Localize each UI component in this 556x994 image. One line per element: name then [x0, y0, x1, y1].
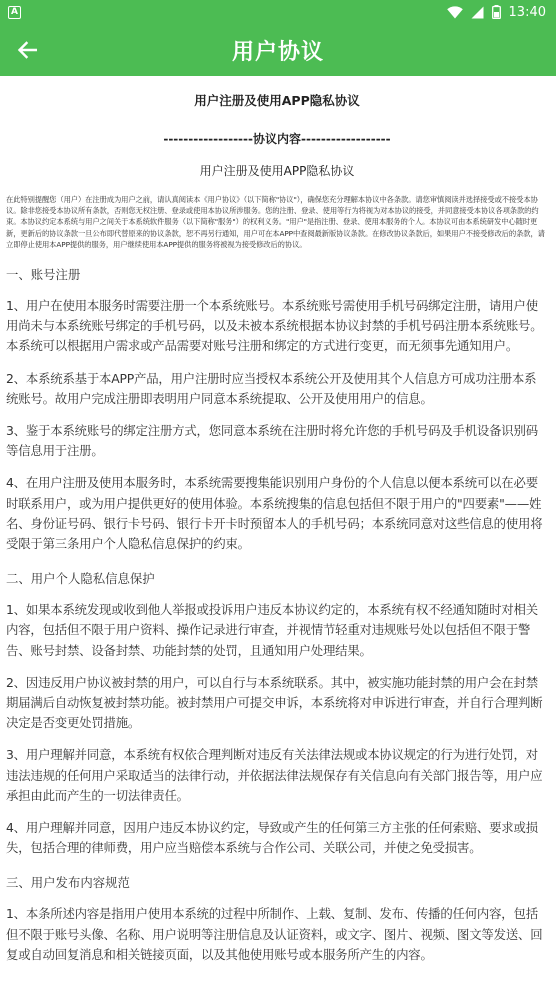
paragraph: 1、用户在使用本服务时需要注册一个本系统账号。本系统账号需使用手机号码绑定注册，请用户使用尚未与本系统账号绑定的手机号码，以及未被本系统根据本协议封禁的手机号码注册本系统账号。本系统可以根据用户需求或产品需要对账号注册和绑定的方式进行变更，而无须事先通知用户。 [6, 298, 543, 354]
section-heading: 三、用户发布内容规范 [6, 875, 130, 891]
document-subtitle: 用户注册及使用APP隐私协议 [199, 164, 355, 178]
paragraph: 3、鉴于本系统账号的绑定注册方式，您同意本系统在注册时将允许您的手机号码及手机设备识别码等信息用于注册。 [6, 423, 538, 459]
paragraph: 3、用户理解并同意，本系统有权依合理判断对违反有关法律法规或本协议规定的行为进行处罚，对违法违规的任何用户采取适当的法律行动，并依据法律法规保存有关信息向有关部门报告等，用户应承担由此而产生的一切法律责任。 [6, 747, 543, 803]
document-title: 用户注册及使用APP隐私协议 [194, 93, 360, 108]
section-heading: 二、用户个人隐私信息保护 [6, 571, 155, 587]
status-time: 13:40 [508, 4, 546, 20]
section-heading: 一、账号注册 [6, 267, 81, 283]
app-bar [0, 24, 556, 76]
wifi-icon [447, 6, 463, 19]
status-right [447, 5, 546, 20]
paragraph: 1、本条所述内容是指用户使用本系统的过程中所制作、上载、复制、发布、传播的任何内容，包括但不限于账号头像、名称、用户说明等注册信息及认证资料，或文字、图片、视频、图文等发送、回复或自动回复消息和相关链接页面，以及其他使用账号或本服务所产生的内容。 [6, 906, 543, 962]
back-button[interactable] [14, 37, 40, 63]
agreement-content[interactable] [0, 76, 556, 994]
section-title: ------------------协议内容------------------ [163, 132, 391, 146]
page-title: 用户协议 [231, 39, 324, 65]
paragraph: 1、如果本系统发现或收到他人举报或投诉用户违反本协议约定的，本系统有权不经通知随时对相关内容，包括但不限于用户资料、操作记录进行审查，并视情节轻重对违规账号处以包括但不限于警告、账号封禁、设备封禁、功能封禁的处罚，且通知用户处理结果。 [6, 602, 538, 658]
signal-icon [471, 6, 484, 19]
notification-badge-icon: A [8, 6, 21, 19]
paragraph: 4、用户理解并同意，因用户违反本协议约定，导致或产生的任何第三方主张的任何索赔、要求或损失，包括合理的律师费，用户应当赔偿本系统与合作公司、关联公司，并使之免受损害。 [6, 820, 538, 856]
status-bar [0, 0, 556, 24]
status-left [8, 6, 21, 19]
paragraph: 2、因违反用户协议被封禁的用户，可以自行与本系统联系。其中，被实施功能封禁的用户会在封禁期届满后自动恢复被封禁功能。被封禁用户可提交申诉，本系统将对申诉进行审查，并自行合理判断决定是否变更处罚措施。 [6, 674, 543, 731]
battery-icon [492, 5, 501, 19]
arrow-left-icon [17, 41, 37, 59]
paragraph: 4、在用户注册及使用本服务时，本系统需要搜集能识别用户身份的个人信息以便本系统可以在必要时联系用户，或为用户提供更好的使用体验。本系统搜集的信息包括但不限于用户的"四要素"——姓名、身份证号码、银行卡号码、银行卡开卡时预留本人的手机号码；本系统同意对这些信息的使用将受限于第三条用户个人隐私信息保护的约束。 [6, 475, 543, 552]
intro-paragraph: 在此特别提醒您（用户）在注册成为用户之前，请认真阅读本《用户协议》（以下简称"协议"），确保您充分理解本协议中各条款。请您审慎阅读并选择接受或不接受本协议。除非您接受本协议所有条款，否则您无权注册、登录或使用本协议所涉服务。您的注册、登录、使用等行为将视为对本协议的接受，并同意接受本协议各项条款的约束。本协议约定本系统与用户之间关于本系统软件服务（以下简称"服务"）的权利义务。"用户"是指注册、登录、使用本服务的个人。本协议可由本系统研发中心随时更新，更新后的协议条款一旦公布即代替原来的协议条款，恕不再另行通知，用户可在本APP中查阅最新版协议条款。在修改协议条款后，如果用户不接受修改后的条款，请立即停止使用本APP提供的服务，用户继续使用本APP提供的服务将被视为接受修改后的协议。 [6, 195, 545, 249]
paragraph: 2、本系统系基于本APP产品，用户注册时应当授权本系统公开及使用其个人信息方可成功注册本系统账号。故用户完成注册即表明用户同意本系统提取、公开及使用用户的信息。 [6, 370, 537, 406]
